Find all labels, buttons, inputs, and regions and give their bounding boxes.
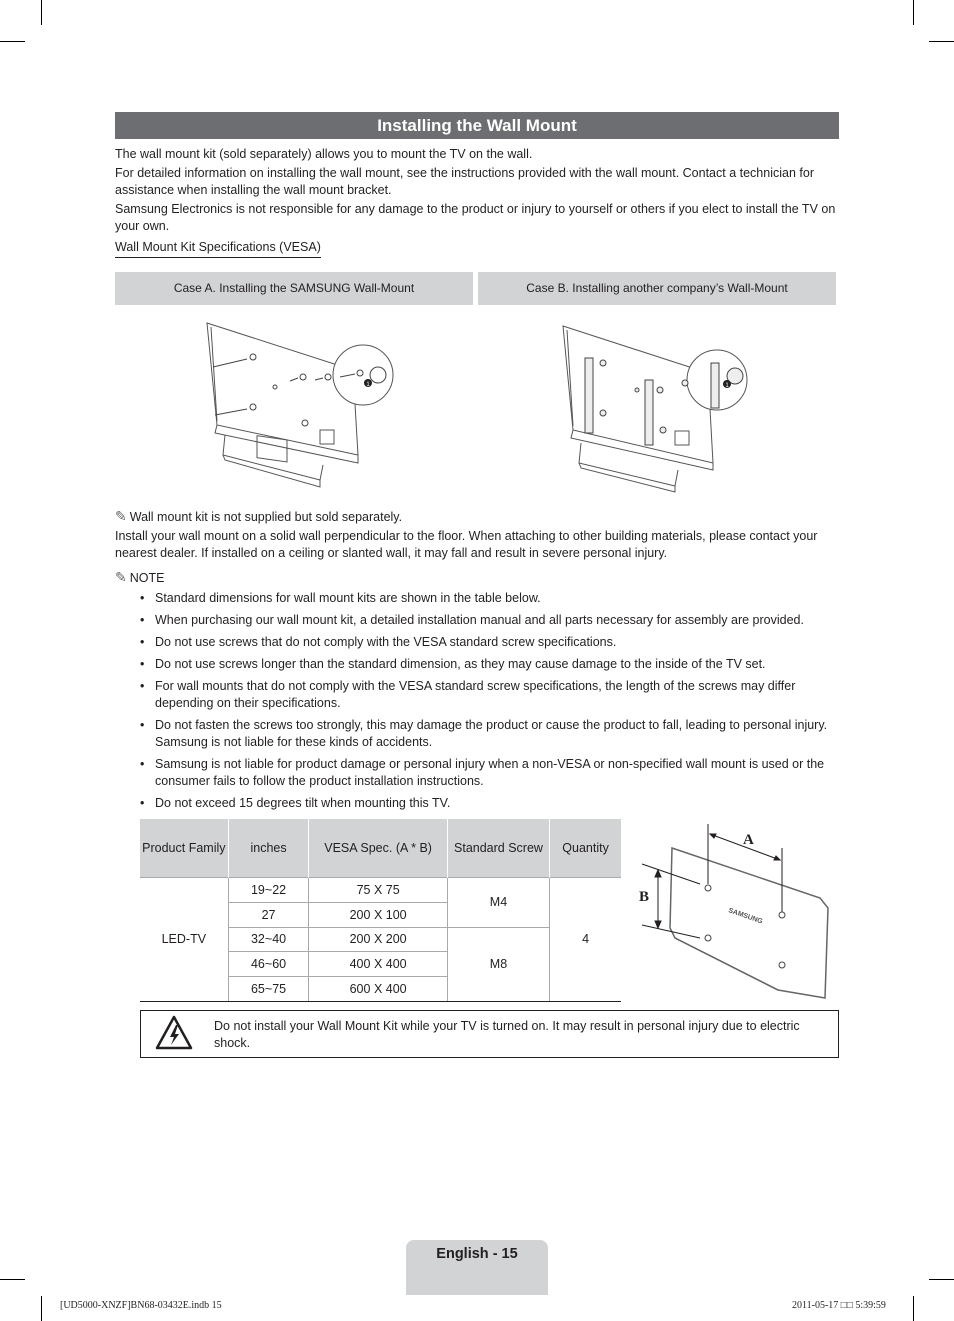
crop-mark <box>0 41 25 42</box>
table-cell: 65~75 <box>228 977 309 1002</box>
note-label: NOTE <box>129 571 165 585</box>
table-header-row <box>140 819 621 878</box>
case-a-label: Case A. Installing the SAMSUNG Wall-Mount <box>115 272 473 305</box>
crop-mark <box>929 41 954 42</box>
table-cell: LED-TV <box>140 878 228 1002</box>
table-cell: 4 <box>550 878 621 1002</box>
case-b-label: Case B. Installing another company’s Wall-Mount <box>478 272 836 305</box>
electric-shock-warning-icon <box>155 1015 193 1051</box>
table-cell: 600 X 400 <box>309 977 447 1002</box>
crop-mark <box>913 0 914 25</box>
notes-list <box>140 590 830 817</box>
intro-paragraph: Samsung Electronics is not responsible for any damage to the product or injury to yourself or others if you elect to install the TV on your own. <box>115 202 836 233</box>
dimension-b-label: B <box>639 889 650 905</box>
spec-heading: Wall Mount Kit Specifications (VESA) <box>115 240 321 258</box>
table-header: Standard Screw <box>447 819 549 878</box>
crop-mark <box>0 1279 25 1280</box>
table-cell: M4 <box>447 878 549 928</box>
warning-box <box>140 1010 839 1058</box>
table-header: VESA Spec. (A * B) <box>309 819 447 878</box>
note-sold-separately <box>115 508 402 526</box>
table-cell: 46~60 <box>228 952 309 977</box>
list-item: • Samsung is not liable for product damage or personal injury when a non-VESA or non-specified wall mount is used or the consumer fails to follow the product installation instructions. <box>140 756 830 790</box>
note-pencil-icon: ✎ <box>115 569 127 585</box>
list-item: • Do not fasten the screws too strongly, this may damage the product or cause the product to fall, leading to personal injury. Samsung is not liable for these kinds of accidents. <box>140 717 830 751</box>
table-header: inches <box>228 819 309 878</box>
table-header: Quantity <box>550 819 621 878</box>
list-item: • Do not exceed 15 degrees tilt when mounting this TV. <box>140 795 830 812</box>
install-text: Install your wall mount on a solid wall perpendicular to the floor. When attaching to other building materials, please contact your nearest dealer. If installed on a ceiling or slanted wall, it may fall and result in severe personal injury. <box>115 529 818 560</box>
crop-mark <box>41 0 42 25</box>
list-item: • Do not use screws longer than the standard dimension, as they may cause damage to the inside of the TV set. <box>140 656 830 673</box>
table-cell: 200 X 200 <box>309 927 447 952</box>
intro-text <box>115 146 839 237</box>
samsung-logo: SAMSUNG <box>727 907 764 926</box>
list-item: • Do not use screws that do not comply with the VESA standard screw specifications. <box>140 634 830 651</box>
crop-mark <box>913 1296 914 1321</box>
crop-mark <box>929 1279 954 1280</box>
intro-paragraph: For detailed information on installing the wall mount, see the instructions provided with the wall mount. Contact a technician for assistance when installing the wall mount bracket. <box>115 166 814 197</box>
intro-paragraph: The wall mount kit (sold separately) allows you to mount the TV on the wall. <box>115 147 533 161</box>
table-cell: 75 X 75 <box>309 878 447 903</box>
note-heading <box>115 569 164 587</box>
crop-mark <box>41 1296 42 1321</box>
table-cell: 400 X 400 <box>309 952 447 977</box>
table-cell: 19~22 <box>228 878 309 903</box>
table-cell: 200 X 100 <box>309 902 447 927</box>
vesa-spec-table <box>140 819 621 1002</box>
table-cell: 27 <box>228 902 309 927</box>
table-cell: M8 <box>447 927 549 1001</box>
table-header: Product Family <box>140 819 228 878</box>
list-item: • For wall mounts that do not comply with the VESA standard screw specifications, the length of the screws may differ depending on their specifications. <box>140 678 830 712</box>
print-file-info: [UD5000-XNZF]BN68-03432E.indb 15 <box>60 1300 222 1311</box>
list-item: • When purchasing our wall mount kit, a detailed installation manual and all parts necessary for assembly are provided. <box>140 612 830 629</box>
page-number-tab: English - 15 <box>406 1240 548 1295</box>
dimension-a-label: A <box>743 832 754 848</box>
section-title: Installing the Wall Mount <box>115 112 839 139</box>
note-sold-text: Wall mount kit is not supplied but sold separately. <box>129 510 403 524</box>
warning-text: Do not install your Wall Mount Kit while your TV is turned on. It may result in personal injury due to electric shock. <box>214 1019 800 1050</box>
print-timestamp: 2011-05-17 □□ 5:39:59 <box>792 1300 886 1311</box>
table-row <box>140 878 621 903</box>
vesa-dimension-diagram <box>630 820 835 1005</box>
table-cell: 32~40 <box>228 927 309 952</box>
svg-text:1: 1 <box>725 383 729 389</box>
note-pencil-icon: ✎ <box>115 508 127 524</box>
list-item: • Standard dimensions for wall mount kits are shown in the table below. <box>140 590 830 607</box>
case-b-illustration <box>555 318 765 493</box>
case-a-illustration <box>195 315 405 490</box>
svg-text:1: 1 <box>366 382 370 388</box>
